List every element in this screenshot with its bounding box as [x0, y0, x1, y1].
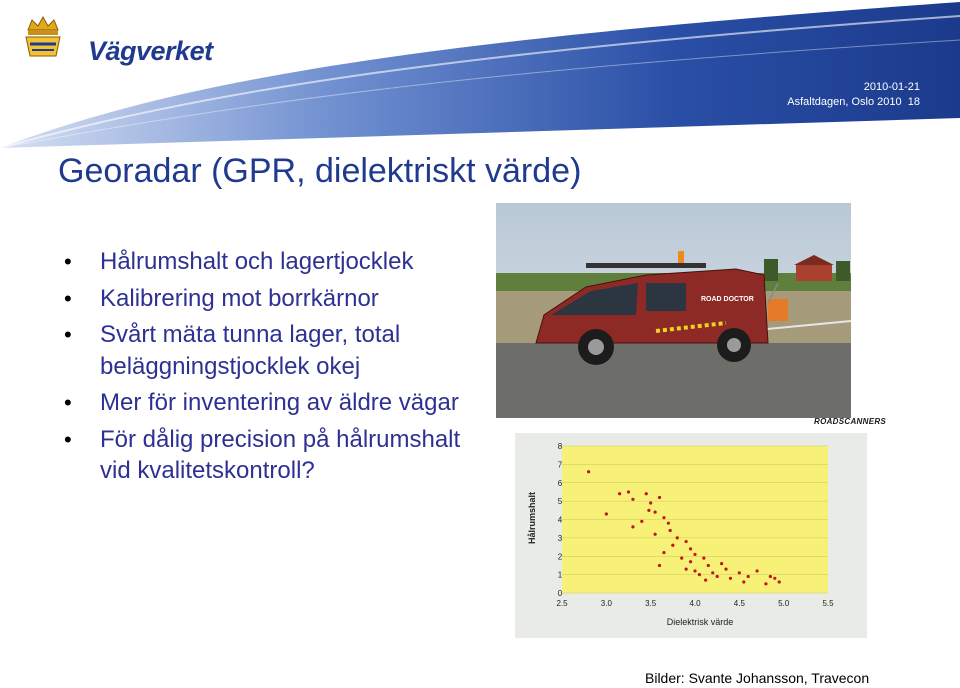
data-point: [724, 568, 727, 571]
image-credit: Bilder: Svante Johansson, Travecon: [645, 670, 870, 686]
data-point: [764, 582, 767, 585]
data-point: [720, 562, 723, 565]
x-tick-label: 2.5: [556, 599, 568, 608]
data-point: [680, 556, 683, 559]
x-tick-label: 4.0: [689, 599, 701, 608]
y-tick-label: 5: [557, 497, 563, 507]
data-point: [654, 511, 657, 514]
y-tick-label: 3: [557, 533, 563, 543]
y-tick-label: 2: [557, 552, 563, 562]
data-point: [587, 470, 590, 473]
data-point: [631, 498, 634, 501]
y-axis-label: Hålrumshalt: [527, 491, 537, 545]
data-point: [627, 490, 630, 493]
data-point: [693, 553, 696, 556]
y-tick-labels: [558, 442, 563, 598]
data-point: [647, 509, 650, 512]
bullet-item: • Svårt mäta tunna lager, total beläggningstjocklek okej: [64, 319, 484, 382]
data-point: [711, 571, 714, 574]
roadscanners-logo: ROADSCANNERS: [814, 417, 887, 426]
data-point: [716, 575, 719, 578]
data-point: [662, 551, 665, 554]
data-point: [693, 569, 696, 572]
y-tick-label: 8: [557, 442, 563, 451]
data-point: [631, 525, 634, 528]
data-point: [707, 564, 710, 567]
brand-name: Vägverket: [88, 36, 213, 66]
data-point: [654, 533, 657, 536]
data-point: [729, 577, 732, 580]
data-point: [689, 560, 692, 563]
data-point: [755, 569, 758, 572]
data-point: [685, 568, 688, 571]
x-tick-label: 5.5: [822, 599, 834, 608]
data-point: [605, 512, 608, 515]
data-point: [738, 571, 741, 574]
van-label: ROAD DOCTOR: [701, 296, 754, 303]
data-point: [698, 573, 701, 576]
y-tick-label: 6: [557, 478, 563, 488]
data-point: [689, 547, 692, 550]
data-point: [671, 544, 674, 547]
bullet-item: • Hålrumshalt och lagertjocklek: [64, 246, 484, 278]
data-point: [662, 516, 665, 519]
y-tick-label: 1: [557, 570, 563, 580]
x-tick-label: 3.5: [645, 599, 657, 608]
y-tick-label: 7: [557, 460, 563, 470]
x-axis-label: Dielektrisk värde: [666, 617, 734, 627]
data-point: [778, 580, 781, 583]
slide-title: Georadar (GPR, dielektriskt värde): [58, 152, 582, 190]
scatter-chart: [515, 433, 867, 638]
x-tick-label: 4.5: [733, 599, 745, 608]
slide-event: Asfaltdagen, Oslo 2010: [787, 96, 902, 108]
data-point: [669, 529, 672, 532]
data-point: [747, 575, 750, 578]
x-tick-label: 3.0: [600, 599, 612, 608]
bullet-list: [64, 246, 484, 492]
data-point: [702, 556, 705, 559]
slide-date: 2010-01-21: [863, 81, 920, 93]
slide-event-line: [787, 95, 920, 110]
data-point: [649, 501, 652, 504]
bullet-item: • För dålig precision på hålrumshalt vid kvalitetskontroll?: [64, 424, 484, 487]
data-point: [769, 575, 772, 578]
bullet-item: • Mer för inventering av äldre vägar: [64, 387, 484, 419]
data-point: [742, 580, 745, 583]
data-point: [658, 496, 661, 499]
data-point: [676, 536, 679, 539]
slide-meta: [787, 80, 920, 110]
brand-logo: [22, 14, 222, 64]
x-tick-label: 5.0: [778, 599, 790, 608]
data-point: [640, 520, 643, 523]
data-point: [645, 492, 648, 495]
survey-van-photo: [496, 203, 851, 418]
data-point: [667, 522, 670, 525]
page-number: 18: [907, 96, 920, 108]
y-tick-label: 0: [557, 589, 563, 598]
data-point: [658, 564, 661, 567]
data-point: [618, 492, 621, 495]
data-point: [685, 540, 688, 543]
bullet-item: • Kalibrering mot borrkärnor: [64, 283, 484, 315]
data-point: [704, 579, 707, 582]
data-point: [773, 577, 776, 580]
y-tick-label: 4: [557, 515, 563, 525]
crown-icon: [22, 14, 64, 60]
